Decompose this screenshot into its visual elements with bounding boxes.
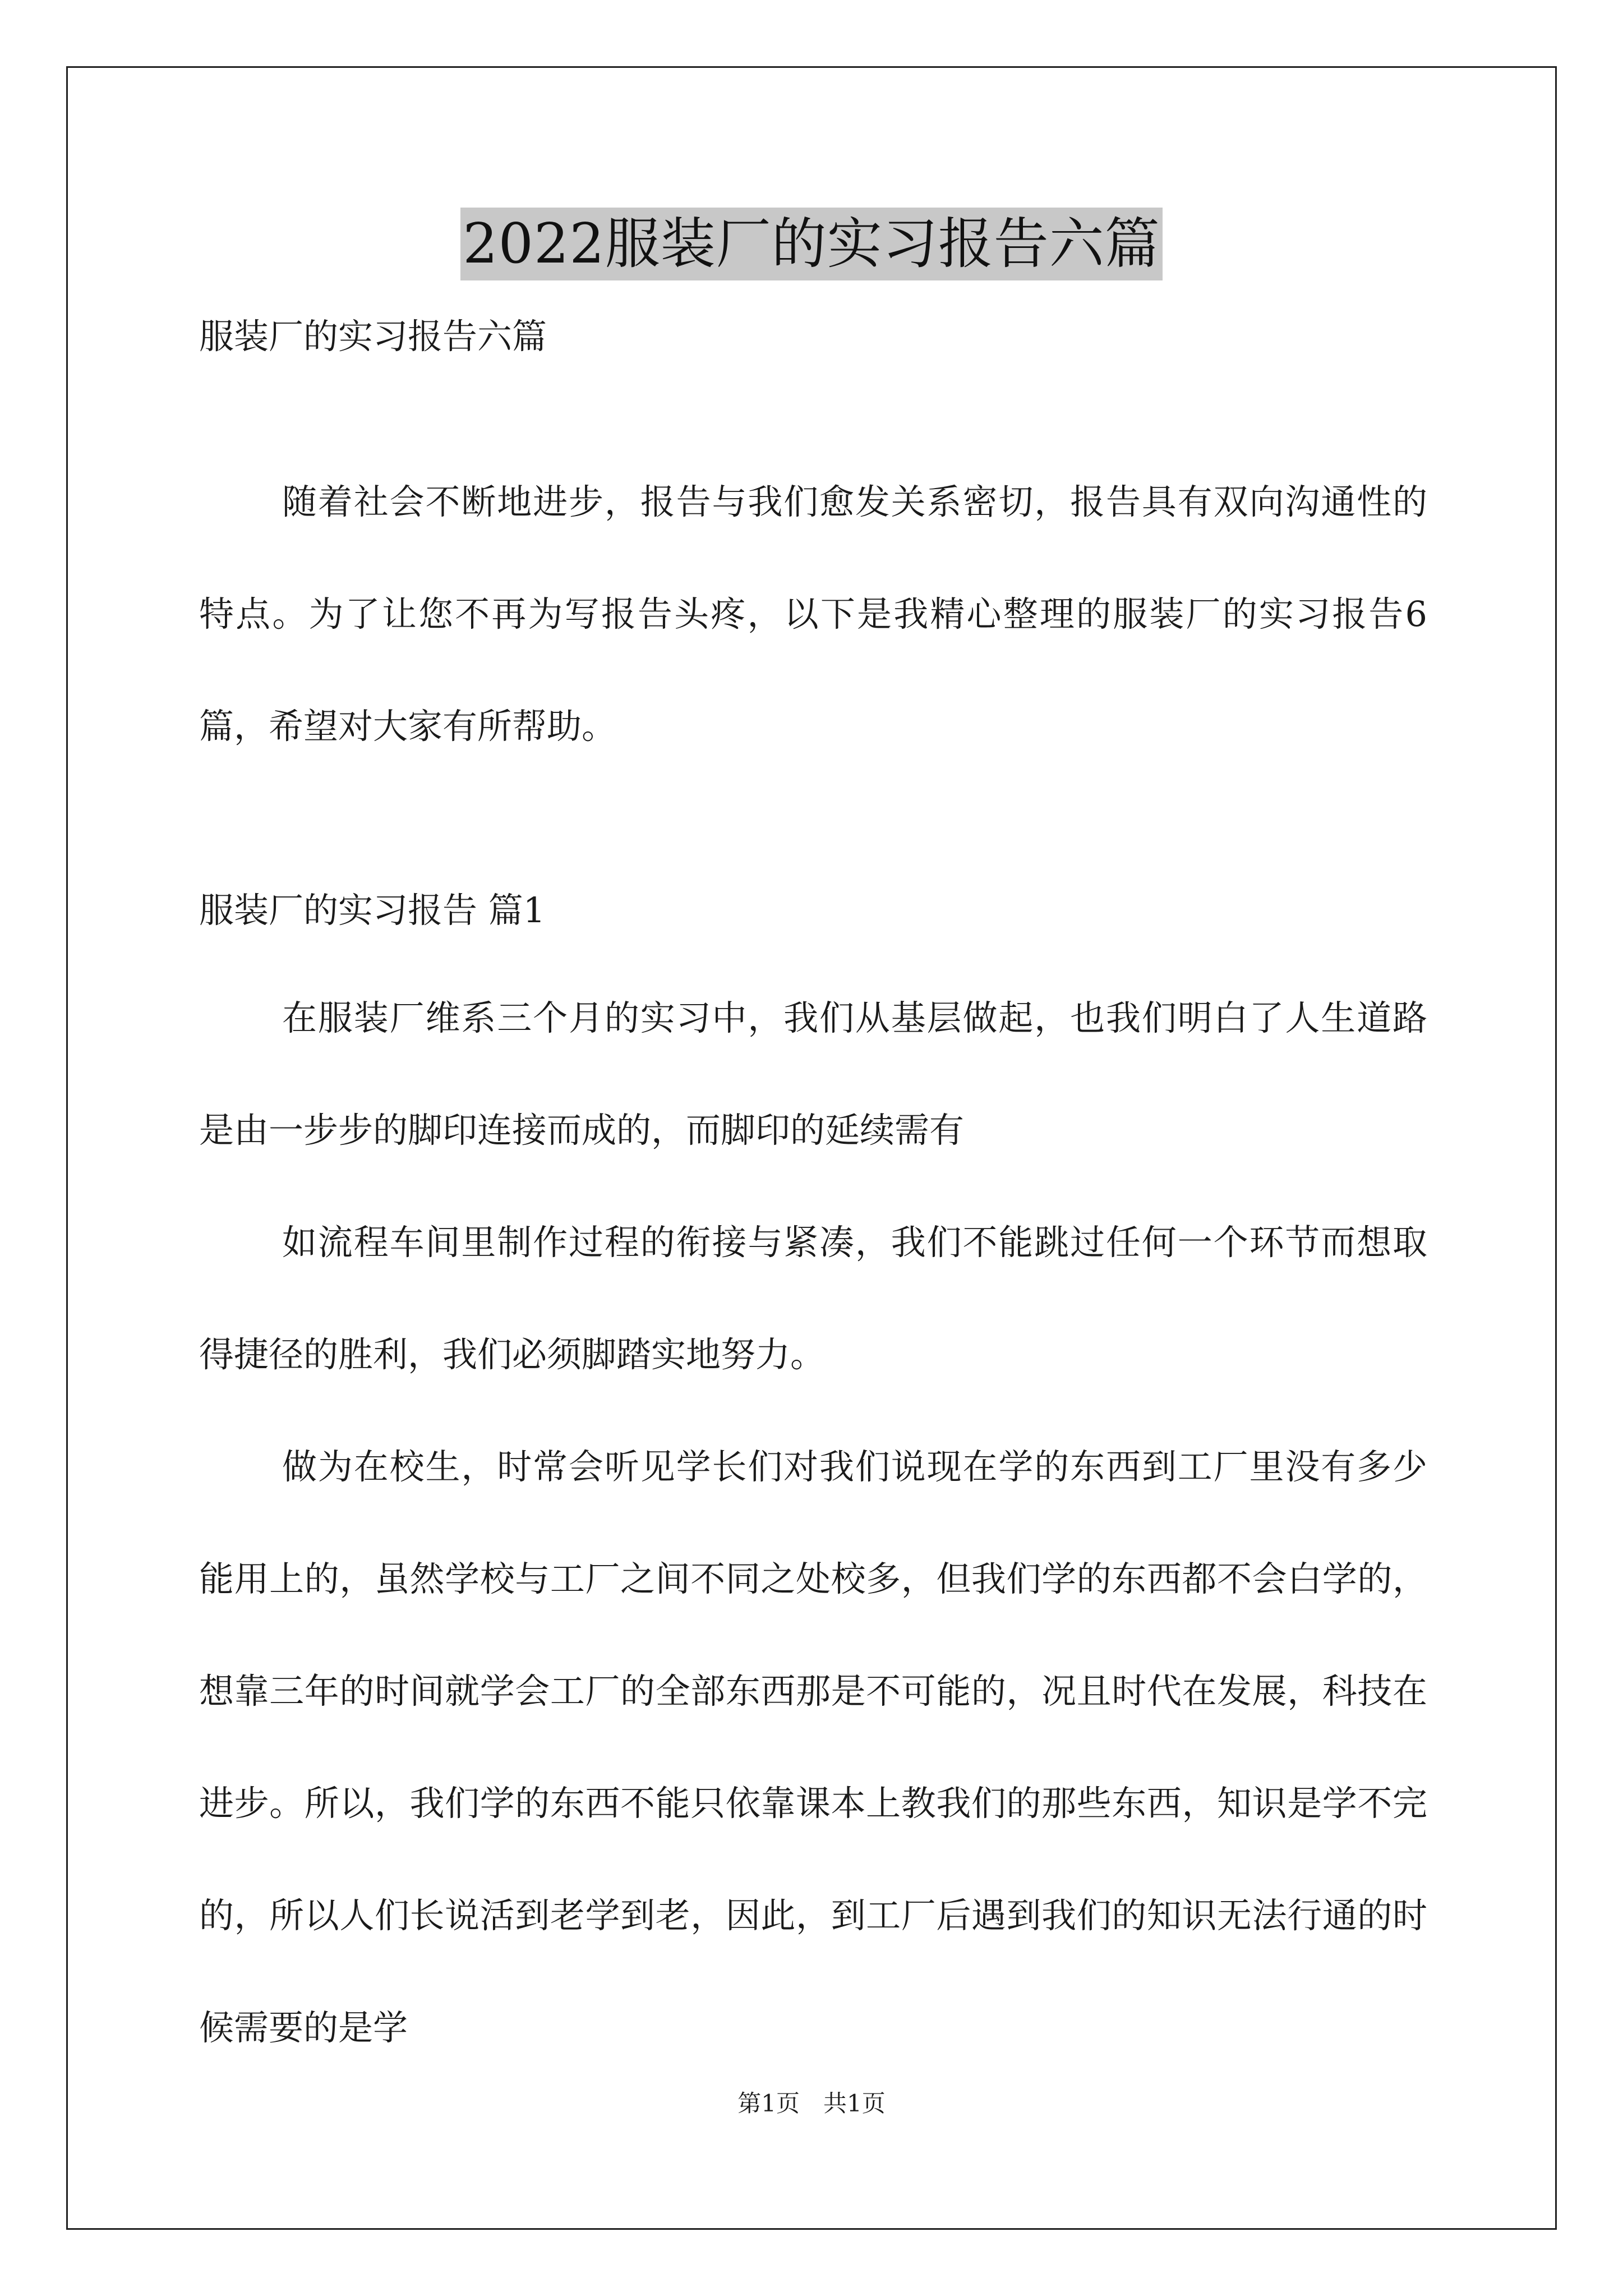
page-footer: 第1页 共1页 — [737, 2090, 886, 2117]
body-paragraph-1: 在服装厂维系三个月的实习中，我们从基层做起，也我们明白了人生道路是由一步步的脚印连接而成的，而脚印的延续需有 — [199, 997, 1427, 1151]
title-container — [0, 208, 1623, 280]
intro-paragraph: 随着社会不断地进步，报告与我们愈发关系密切，报告具有双向沟通性的特点。为了让您不再为写报告头疼，以下是我精心整理的服装厂的实习报告6篇，希望对大家有所帮助。 — [199, 481, 1427, 747]
body-paragraph-3: 做为在校生，时常会听见学长们对我们说现在学的东西到工厂里没有多少能用上的，虽然学校与工厂之间不同之处校多，但我们学的东西都不会白学的，想靠三年的时间就学会工厂的全部东西那是不可能的，况且时代在发展，科技在进步。所以，我们学的东西不能只依靠课本上教我们的那些东西，知识是学不完的，所以人们长说活到老学到老，因此，到工厂后遇到我们的知识无法行通的时候需要的是学 — [199, 1446, 1427, 2048]
document-subtitle: 服装厂的实习报告六篇 — [199, 316, 547, 357]
section-heading: 服装厂的实习报告 篇1 — [199, 890, 546, 931]
document-title: 2022服装厂的实习报告六篇 — [460, 208, 1162, 280]
body-paragraph-2: 如流程车间里制作过程的衔接与紧凑，我们不能跳过任何一个环节而想取得捷径的胜利，我们必须脚踏实地努力。 — [199, 1222, 1427, 1375]
